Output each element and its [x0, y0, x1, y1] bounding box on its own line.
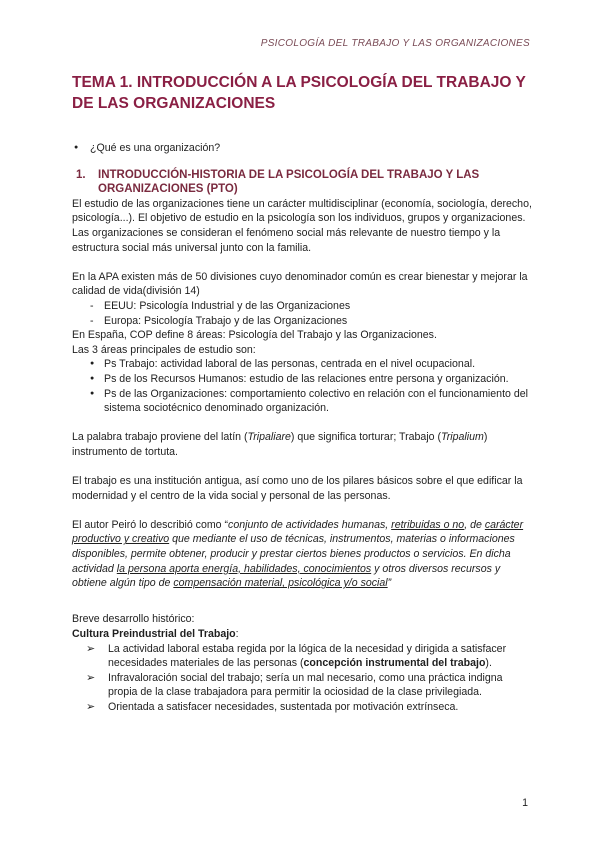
latin-term: Tripaliare [247, 431, 291, 444]
list-item: ➢ Orientada a satisfacer necesidades, sustentada por motivación extrínseca. [72, 700, 532, 715]
document-title: TEMA 1. INTRODUCCIÓN A LA PSICOLOGÍA DEL TRABAJO Y DE LAS ORGANIZACIONES [72, 74, 526, 112]
list-item: ➢ La actividad laboral estaba regida por la lógica de la necesidad y dirigida a satisfacer necesidades materiales de las personas (concepción instrumental del trabajo). [72, 642, 532, 671]
subheading: Cultura Preindustrial del Trabajo: [72, 628, 239, 640]
question-list [72, 141, 532, 156]
list-item: ● Ps de los Recursos Humanos: estudio de las relaciones entre persona y organización. [72, 372, 532, 387]
definition-paragraph: El autor Peiró lo describió como “conjunto de actividades humanas, retribuidas o no, de carácter productivo y creativo que mediante el uso de técnicas, instrumentos, materias o informaciones disponibles, permite obtener, producir y prestar ciertos bienes productos o servicios. En dicha actividad la persona aporta energía, habilidades, conocimientos y otros diversos recursos y obtiene algún tipo de compensación material, psicológica y/o social” [72, 518, 524, 590]
list-item: ● Ps Trabajo: actividad laboral de las personas, centrada en el nivel ocupacional. [72, 357, 532, 372]
list-item: ➢ Infravaloración social del trabajo; sería un mal necesario, como una práctica indigna propia de la clase trabajadora para permitir la ociosidad de la clase privilegiada. [72, 671, 532, 700]
list-item: - Europa: Psicología Trabajo y de las Organizaciones [72, 314, 532, 329]
paragraph: Las organizaciones se consideran el fenómeno social más relevante de nuestro tiempo y la estructura social más universal junto con la familia. [72, 226, 501, 254]
page-number: 1 [522, 797, 528, 809]
paragraph: Las 3 áreas principales de estudio son: [72, 343, 256, 356]
section-title: INTRODUCCIÓN-HISTORIA DE LA PSICOLOGÍA DEL TRABAJO Y LAS ORGANIZACIONES (PTO) [98, 168, 480, 196]
paragraph: En España, COP define 8 áreas: Psicología del Trabajo y las Organizaciones. [72, 329, 437, 342]
paragraph: El trabajo es una institución antigua, así como uno de los pilares básicos sobre el que edificar la modernidad y el centro de la vida social y personal de las personas. [72, 475, 523, 502]
bullet-list [72, 357, 532, 415]
section-heading [72, 168, 532, 197]
arrow-list [72, 642, 532, 715]
etymology-paragraph: La palabra trabajo proviene del latín (Tripaliare) que significa torturar; Trabajo (Tripalium) instrumento de tortuta. [72, 431, 488, 458]
list-item: ● Ps de las Organizaciones: comportamiento colectivo en relación con el funcionamiento del sistema sociotécnico denominado organización. [72, 387, 532, 416]
latin-term: Tripalium [441, 431, 484, 444]
paragraph: El estudio de las organizaciones tiene un carácter multidisciplinar (economía, sociología, derecho, psicología...). El objetivo de estudio en la psicología son los individuos, grupos y organizaciones. [72, 197, 532, 225]
running-header: PSICOLOGÍA DEL TRABAJO Y LAS ORGANIZACIONES [260, 38, 530, 49]
paragraph: En la APA existen más de 50 divisiones cuyo denominador común es crear bienestar y mejorar la calidad de vida(división 14) [72, 270, 528, 298]
section-number: 1. [76, 168, 86, 181]
question-item: ● ¿Qué es una organización? [72, 141, 532, 156]
dash-list [72, 299, 532, 328]
paragraph: Breve desarrollo histórico: [72, 613, 195, 626]
list-item: - EEUU: Psicología Industrial y de las Organizaciones [72, 299, 532, 314]
document-body [72, 141, 532, 715]
